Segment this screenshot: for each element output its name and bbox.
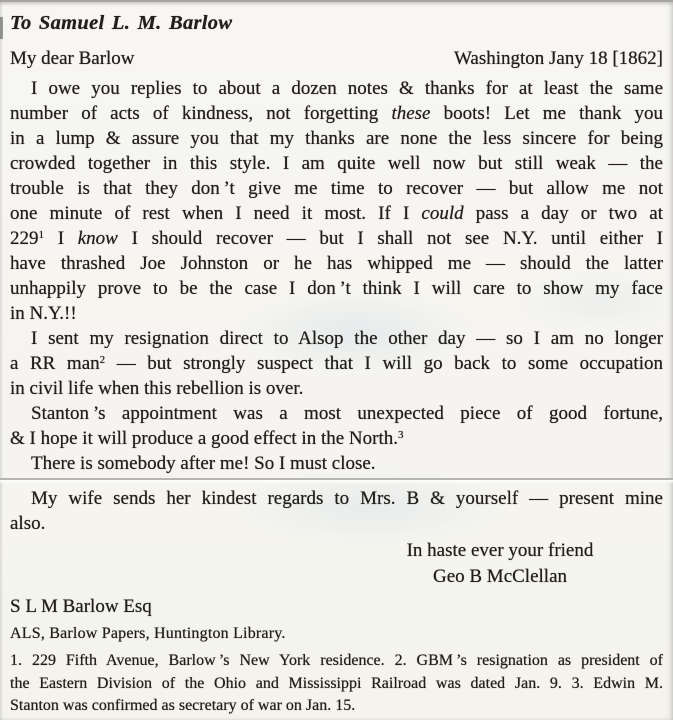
letter-heading: To Samuel L. M. Barlow	[10, 12, 233, 34]
letter-line: in a lump & assure you that my thanks are none the less sincere for being	[10, 128, 663, 149]
letter-line: have thrashed Joe Johnston or he has whipped me — should the latter	[10, 253, 663, 274]
letter-line: crowded together in this style. I am quite well now but still weak — the	[10, 153, 663, 174]
paragraph	[10, 451, 663, 476]
paragraph	[10, 650, 663, 718]
letter-line: a RR man$^2$ — but strongly suspect that I will go back to some occupation	[10, 353, 663, 374]
footnotes-block	[10, 650, 663, 718]
salutation: My dear Barlow	[10, 48, 135, 69]
letter-line: Stanton ’s appointment was a most unexpected piece of good fortune,	[31, 403, 663, 424]
letter-line: Stanton was confirmed as secretary of war on Jan. 15.	[10, 697, 356, 714]
letter-postscript	[10, 486, 663, 536]
letter-line: the Eastern Division of the Ohio and Mississippi Railroad was dated Jan. 9. 3. Edwin M.	[10, 674, 663, 692]
paragraph	[10, 76, 663, 326]
letter-line: one minute of rest when I need it most. If I could pass a day or two at	[10, 203, 663, 224]
letter-line: 1. 229 Fifth Avenue, Barlow ’s New York residence. 2. GBM ’s resignation as president of	[10, 652, 663, 669]
closing-line: In haste ever your friend	[406, 540, 594, 561]
letter-line: & I hope it will produce a good effect in the North.$^3$	[10, 428, 404, 449]
dateline: Washington Jany 18 [1862]	[453, 48, 663, 69]
paragraph	[10, 401, 663, 451]
letter-line: My wife sends her kindest regards to Mrs. B & yourself — present mine	[31, 488, 663, 509]
addressee-line: S L M Barlow Esq	[10, 596, 152, 617]
scan-edge-artifact	[0, 17, 3, 39]
letter-line: I owe you replies to about a dozen notes & thanks for at least the same	[31, 78, 663, 99]
salutation-row	[10, 46, 663, 72]
letter-line: $229^1$ I know I should recover — but I shall not see N.Y. until either I	[10, 228, 663, 249]
letter-line: unhappily prove to be the case I don ’t think I will care to show my face	[10, 278, 663, 299]
letter-line: number of acts of kindness, not forgetting these boots! Let me thank you	[10, 103, 664, 124]
letter-line: I sent my resignation direct to Alsop the other day — so I am no longer	[31, 328, 663, 349]
paragraph	[10, 326, 663, 401]
letter-line: in civil life when this rebellion is over.	[10, 378, 304, 399]
provenance-line: ALS, Barlow Papers, Huntington Library.	[10, 625, 286, 642]
letter-line: in N.Y.!!	[10, 303, 77, 324]
paragraph	[10, 486, 663, 536]
letter-line: There is somebody after me! So I must close.	[31, 453, 376, 474]
signature: Geo B McClellan	[432, 566, 568, 587]
letter-body	[10, 76, 663, 476]
letter-line: also.	[10, 513, 46, 534]
closing-block	[350, 538, 650, 590]
scan-seam-line	[0, 478, 673, 484]
letter-line: trouble is that they don ’t give me time to recover — but allow me not	[10, 178, 663, 199]
